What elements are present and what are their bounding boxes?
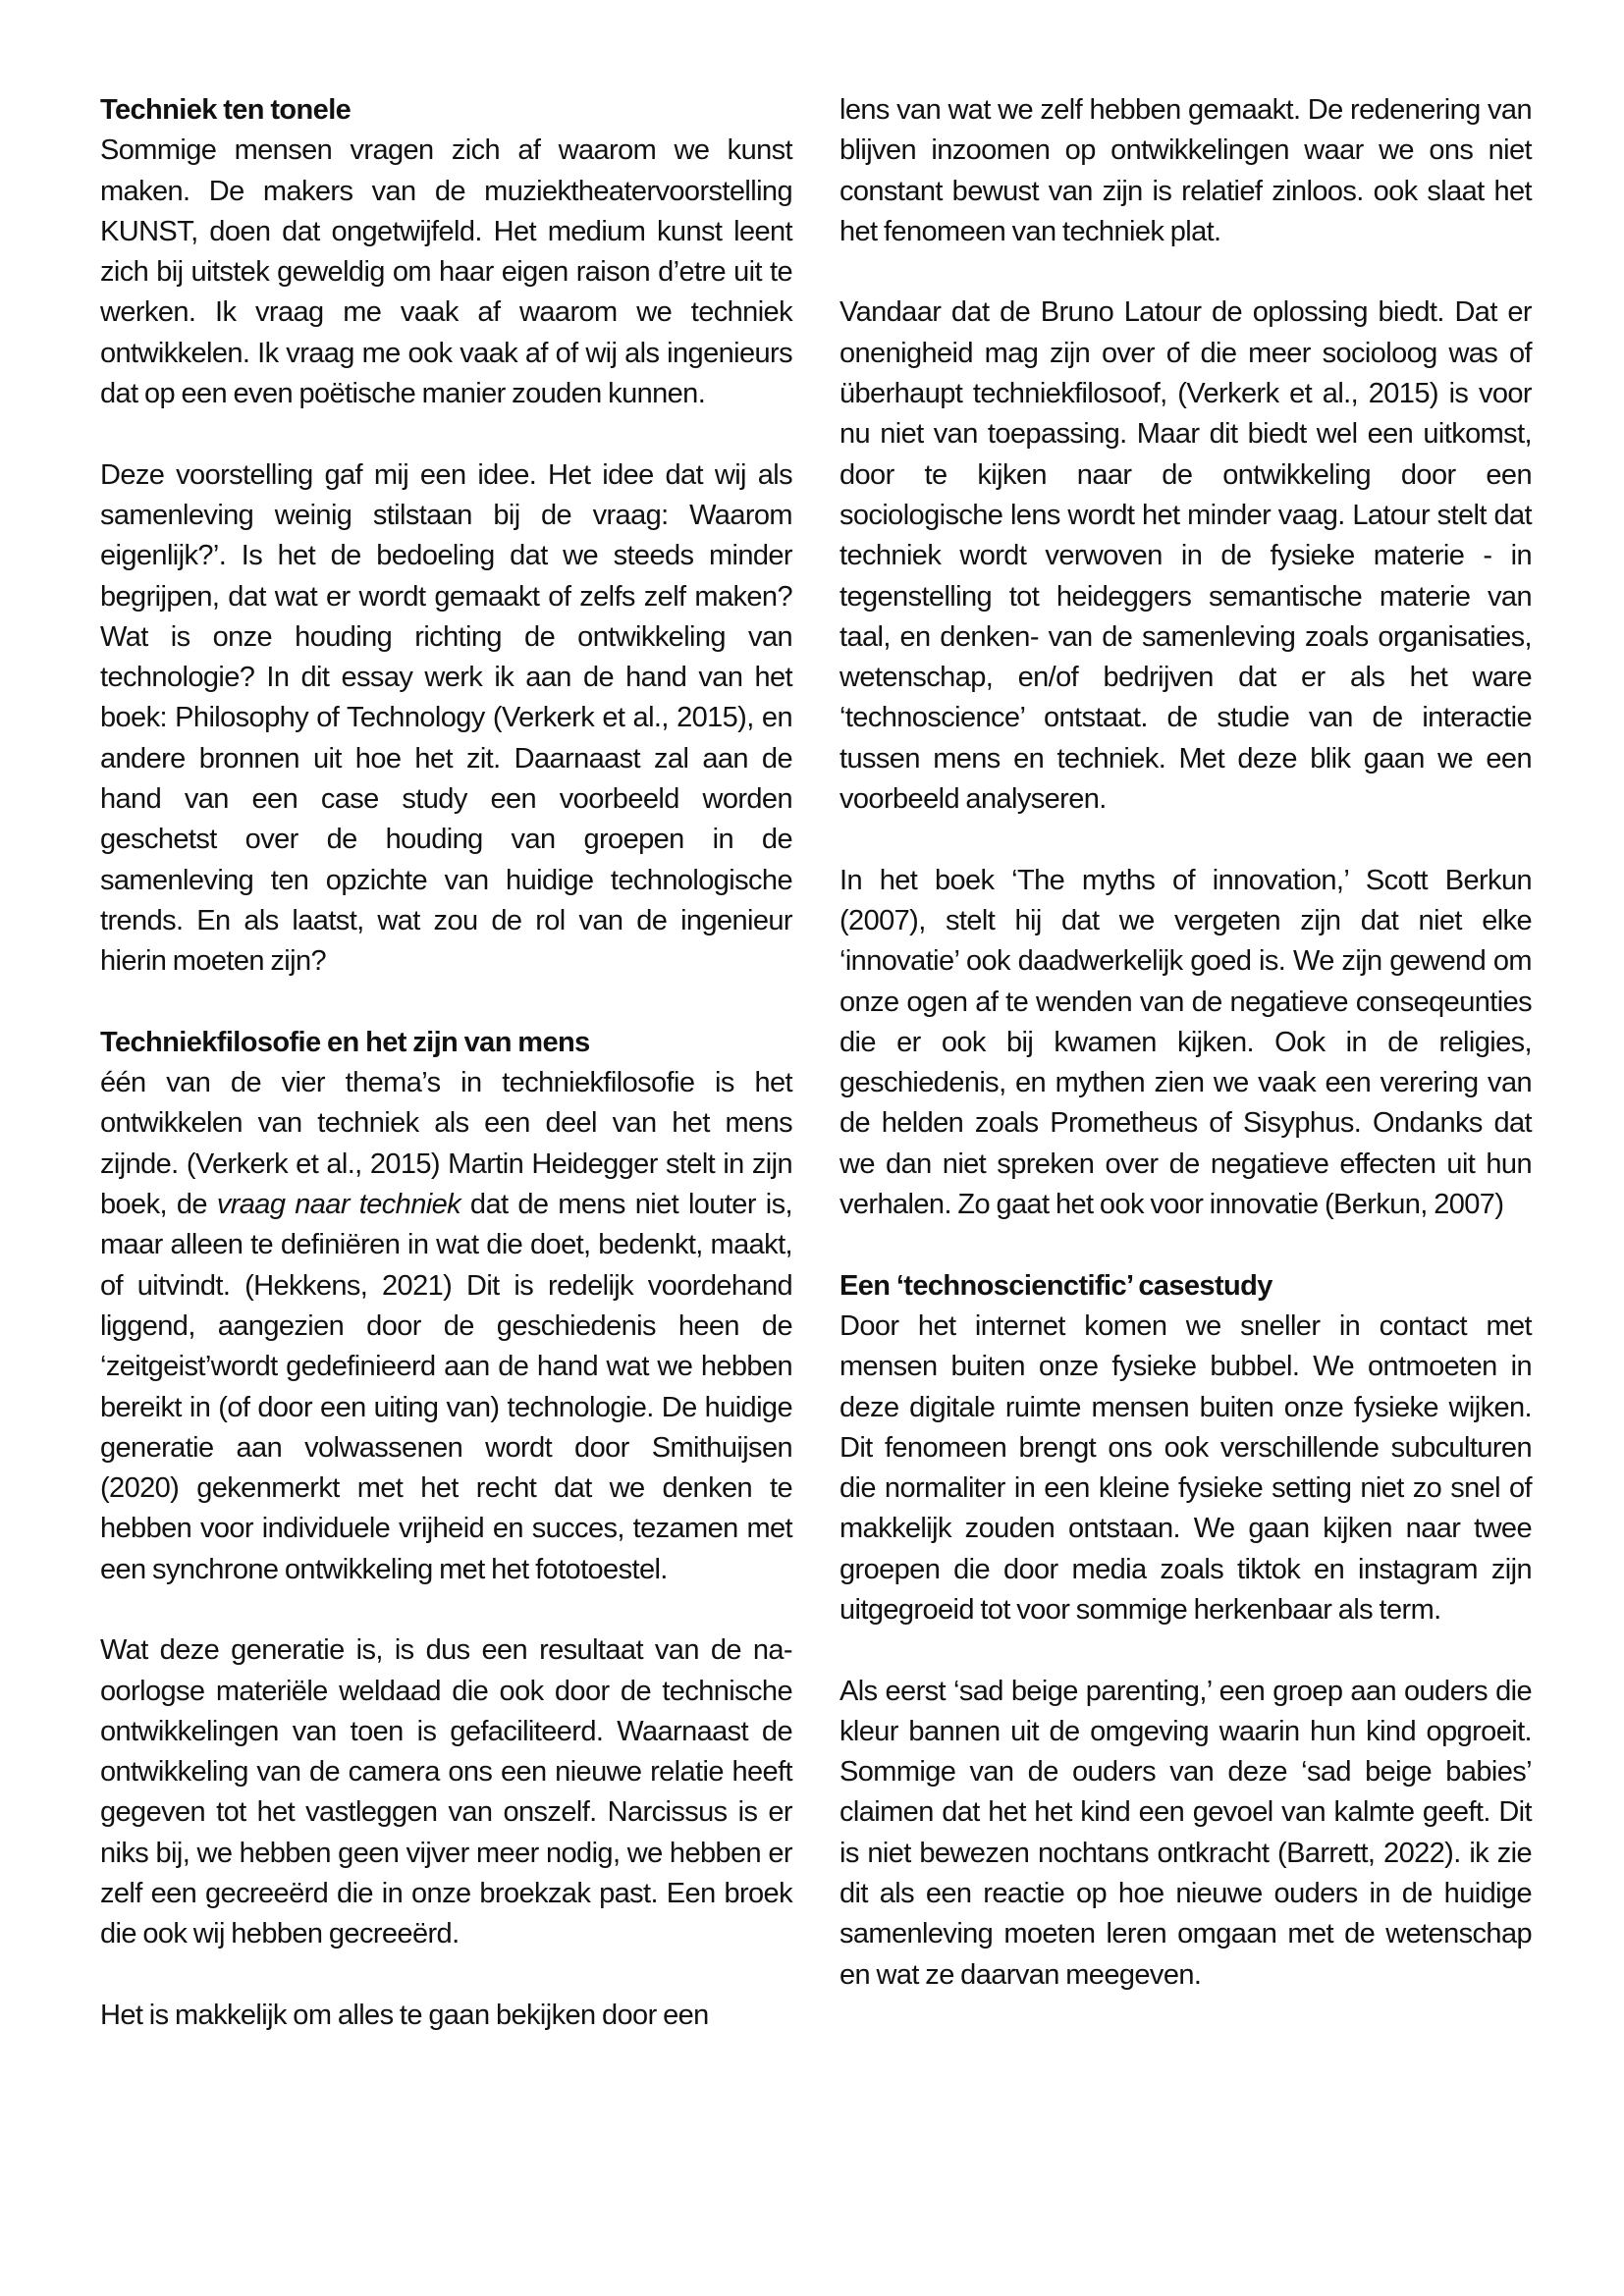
- paragraph: Als eerst ‘sad beige parenting,’ een groep aan ouders die kleur bannen uit de omgeving waarin hun kind opgroeit. Sommige van de ouders van deze ‘sad beige babies’ claimen dat het het kind een gevoel van kalmte geeft. Dit is niet bewezen nochtans ontkracht (Barrett, 2022). ik zie dit als een reactie op hoe nieuwe ouders in de huidige samenleving moeten leren omgaan met de wetenschap en wat ze daarvan meegeven.: [839, 1675, 1532, 1991]
- paragraph: Vandaar dat de Bruno Latour de oplossing biedt. Dat er onenigheid mag zijn over of die meer socioloog was of überhaupt techniekfilosoof, (Verkerk et al., 2015) is voor nu niet van toepassing. Maar dit biedt wel een uitkomst, door te kijken naar de ontwikkeling door een sociologische lens wordt het minder vaag. Latour stelt dat techniek wordt verwoven in de fysieke materie - in tegenstelling tot heideggers semantische materie van taal, en denken- van de samenleving zoals organisaties, wetenschap, en/of bedrijven dat er als het ware ‘technoscience’ ontstaat. de studie van de interactie tussen mens en techniek. Met deze blik gaan we een voorbeeld analyseren.: [839, 296, 1532, 816]
- paragraph-text: dat de mens niet louter is, maar alleen te definiëren in wat die doet, bedenkt, maakt, of uitvindt. (Hekkens, 2021) Dit is redelijk voordehand liggend, aangezien door de geschiedenis heen de ‘zeitgeist’wordt gedefinieerd aan de hand wat we hebben bereikt in (of door een uiting van) technologie. De huidige generatie aan volwassenen wordt door Smithuijsen (2020) gekenmerkt met het recht dat we denken te hebben voor individuele vrijheid en succes, tezamen met een synchrone ontwikkeling met het fototoestel.: [100, 1189, 792, 1585]
- section-heading: Techniekfilosofie en het zijn van mens: [100, 1026, 590, 1058]
- left-column: [100, 90, 792, 2077]
- paragraph: In het boek ‘The myths of innovation,’ Scott Berkun (2007), stelt hij dat we vergeten zijn dat niet elke ‘innovatie’ ook daadwerkelijk goed is. We zijn gewend om onze ogen af te wenden van de negatieve conseqeunties die er ook bij kwamen kijken. Ook in de religies, geschiedenis, en mythen zien we vaak een verering van de helden zoals Prometheus of Sisyphus. Ondanks dat we dan niet spreken over de negatieve effecten uit hun verhalen. Zo gaat het ook voor innovatie (Berkun, 2007): [839, 864, 1532, 1221]
- section-heading: Techniek ten tonele: [100, 94, 352, 126]
- book-title-italic: vraag naar techniek: [216, 1189, 461, 1221]
- section-techniekfilosofie: [100, 1023, 792, 2036]
- right-column: [839, 90, 1532, 2036]
- paragraph: Sommige mensen vragen zich af waarom we kunst maken. De makers van de muziektheatervoorstelling KUNST, doen dat ongetwijfeld. Het medium kunst leent zich bij uitstek geweldig om haar eigen raison d’etre uit te werken. Ik vraag me vaak af waarom we techniek ontwikkelen. Ik vraag me ook vaak af of wij als ingenieurs dat op een even poëtische manier zouden kunnen.: [100, 134, 792, 410]
- paragraph: [100, 1063, 792, 1590]
- paragraph-text: één van de vier thema’s in techniekfilosofie is het ontwikkelen van techniek als een deel van het mens zijnde. (Verkerk et al., 2015) Martin Heidegger stelt in zijn boek, de: [100, 1067, 792, 1221]
- paragraph: Door het internet komen we sneller in contact met mensen buiten onze fysieke bubbel. We ontmoeten in deze digitale ruimte mensen buiten onze fysieke wijken. Dit fenomeen brengt ons ook verschillende subculturen die normaliter in een kleine fysieke setting niet zo snel of makkelijk zouden ontstaan. We gaan kijken naar twee groepen die door media zoals tiktok en instagram zijn uitgegroeid tot voor sommige herkenbaar als term.: [839, 1309, 1532, 1626]
- paragraph: Deze voorstelling gaf mij een idee. Het idee dat wij als samenleving weinig stilstaan bij de vraag: Waarom eigenlijk?’. Is het de bedoeling dat we steeds minder begrijpen, dat wat er wordt gemaakt of zelfs zelf maken? Wat is onze houding richting de ontwikkeling van technologie? In dit essay werk ik aan de hand van het boek: Philosophy of Technology (Verkerk et al., 2015), en andere bronnen uit hoe het zit. Daarnaast zal aan de hand van een case study een voorbeeld worden geschetst over de houding van groepen in de samenleving ten opzichte van huidige technologische trends. En als laatst, wat zou de rol van de ingenieur hierin moeten zijn?: [100, 458, 792, 978]
- section-heading: Een ‘technoscienctific’ casestudy: [839, 1269, 1272, 1302]
- paragraph: Het is makkelijk om alles te gaan bekijken door een: [100, 1999, 709, 2031]
- paragraph: lens van wat we zelf hebben gemaakt. De redenering van blijven inzoomen op ontwikkelingen waar we ons niet constant bewust van zijn is relatief zinloos. ook slaat het het fenomeen van techniek plat.: [839, 94, 1532, 247]
- section-casestudy: [839, 1266, 1532, 1996]
- section-techniek-ten-tonele: [100, 90, 792, 983]
- paragraph: Wat deze generatie is, is dus een resultaat van de na-oorlogse materiële weldaad die ook door de technische ontwikkelingen van toen is gefaciliteerd. Waarnaast de ontwikkeling van de camera ons een nieuwe relatie heeft gegeven tot het vastleggen van onszelf. Narcissus is er niks bij, we hebben geen vijver meer nodig, we hebben er zelf een gecreeërd die in onze broekzak past. Een broek die ook wij hebben gecreeërd.: [100, 1634, 792, 1950]
